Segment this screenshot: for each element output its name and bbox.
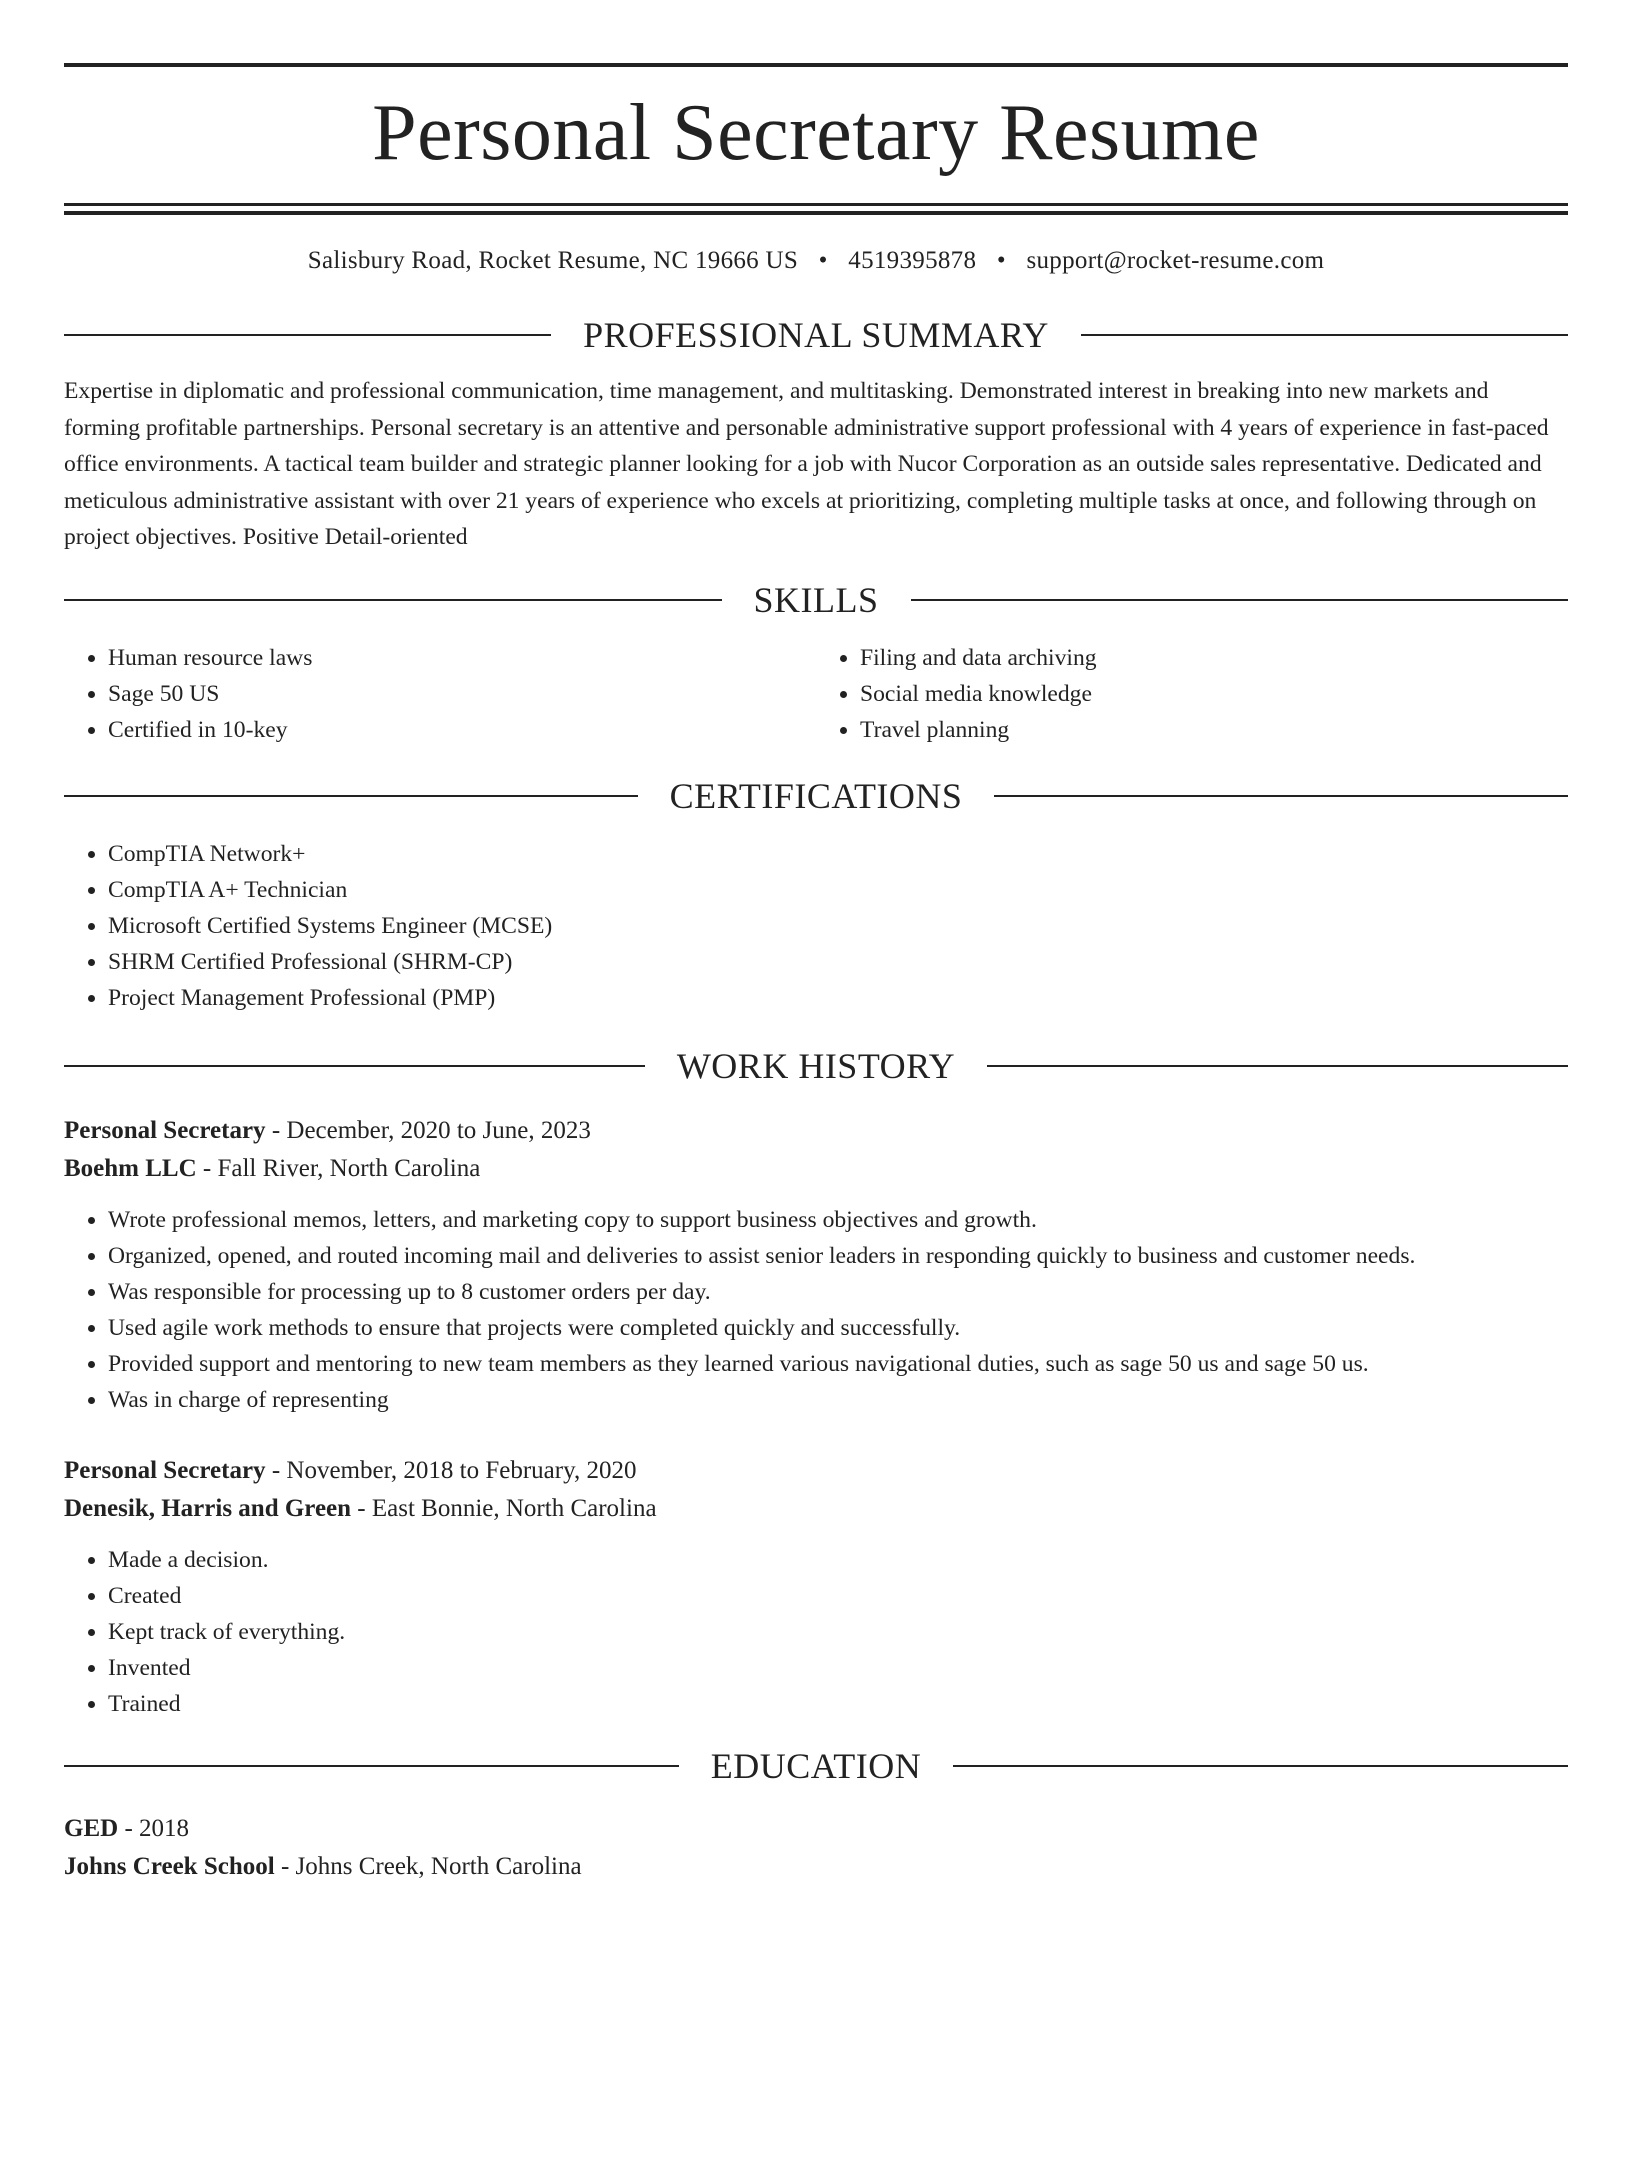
education-degree: GED: [64, 1814, 119, 1842]
job-entry: [64, 1452, 1568, 1722]
summary-text: Expertise in diplomatic and professional communication, time management, and multitasking. Demonstrated interest in breaking into new markets and forming profitable partnerships. Personal secretary is an attentive and personable administrative support professional with 4 years of experience in fast-paced office environments. A tactical team builder and strategic planner looking for a job with Nucor Corporation as an outside sales representative. Dedicated and meticulous administrative assistant with over 21 years of experience who excels at prioritizing, completing multiple tasks at once, and following through on project objectives. Positive Detail-oriented: [64, 378, 1549, 550]
section-rule-right: [1081, 334, 1568, 336]
job-location: - Fall River, North Carolina: [196, 1154, 481, 1182]
job-duty: • Invented: [108, 1650, 1568, 1686]
education-degree-line: [64, 1810, 1568, 1848]
job-duties: [64, 1202, 1568, 1418]
section-title-work: WORK HISTORY: [676, 1045, 956, 1086]
skill-item: • Travel planning: [860, 712, 1568, 748]
skill-item: • Sage 50 US: [108, 676, 816, 712]
page-title: Personal Secretary Resume: [372, 89, 1260, 177]
certification-item: • CompTIA A+ Technician: [108, 872, 1568, 908]
job-dates: - November, 2018 to February, 2020: [265, 1456, 637, 1484]
section-rule-right: [994, 795, 1568, 797]
section-header-skills: [64, 578, 1568, 622]
job-title: Personal Secretary: [64, 1116, 266, 1144]
job-title-line: [64, 1112, 1568, 1150]
header-top-rule: [64, 63, 1568, 67]
certification-item: • CompTIA Network+: [108, 836, 1568, 872]
certification-item: • Project Management Professional (PMP): [108, 980, 1568, 1016]
section-rule-right: [953, 1765, 1568, 1767]
skill-item: • Social media knowledge: [860, 676, 1568, 712]
section-rule-right: [911, 599, 1569, 601]
job-duty: • Was in charge of representing: [108, 1382, 1568, 1418]
certification-item: • SHRM Certified Professional (SHRM-CP): [108, 944, 1568, 980]
job-duty: • Trained: [108, 1686, 1568, 1722]
skills-column-right: [816, 640, 1568, 748]
job-duty: • Kept track of everything.: [108, 1614, 1568, 1650]
contact-separator: •: [818, 247, 828, 274]
certifications-list: [64, 836, 1568, 1016]
job-duty: • Provided support and mentoring to new team members as they learned various navigational duties, such as sage 50 us and sage 50 us.: [108, 1346, 1568, 1382]
education-location: - Johns Creek, North Carolina: [274, 1852, 582, 1880]
job-duty: • Organized, opened, and routed incoming mail and deliveries to assist senior leaders in responding quickly to business and customer needs.: [108, 1238, 1568, 1274]
job-company-line: [64, 1150, 1568, 1188]
section-rule-left: [64, 795, 638, 797]
job-entry: [64, 1112, 1568, 1418]
header-double-rule: [64, 203, 1568, 215]
section-title-education: EDUCATION: [710, 1745, 922, 1786]
skill-item: • Certified in 10-key: [108, 712, 816, 748]
job-company: Denesik, Harris and Green: [64, 1494, 352, 1522]
section-header-education: [64, 1744, 1568, 1788]
section-rule-left: [64, 1065, 645, 1067]
contact-email: support@rocket-resume.com: [1026, 247, 1325, 274]
skill-item: • Human resource laws: [108, 640, 816, 676]
section-rule-left: [64, 599, 722, 601]
section-rule-left: [64, 1765, 679, 1767]
certification-item: • Microsoft Certified Systems Engineer (MCSE): [108, 908, 1568, 944]
job-location: - East Bonnie, North Carolina: [351, 1494, 657, 1522]
section-header-work: [64, 1044, 1568, 1088]
skills-list: [64, 640, 1568, 748]
job-duty: • Wrote professional memos, letters, and marketing copy to support business objectives and growth.: [108, 1202, 1568, 1238]
section-title-skills: SKILLS: [753, 579, 879, 620]
section-rule-left: [64, 334, 551, 336]
contact-phone: 4519395878: [848, 247, 977, 274]
job-company-line: [64, 1490, 1568, 1528]
job-title: Personal Secretary: [64, 1456, 266, 1484]
education-school-line: [64, 1848, 1568, 1886]
job-duty: • Created: [108, 1578, 1568, 1614]
job-duty: • Was responsible for processing up to 8 customer orders per day.: [108, 1274, 1568, 1310]
education-entry: [64, 1810, 1568, 1886]
contact-line: [64, 245, 1568, 277]
skill-item: • Filing and data archiving: [860, 640, 1568, 676]
job-duties: [64, 1542, 1568, 1722]
section-title-certifications: CERTIFICATIONS: [669, 775, 963, 816]
job-duty: • Used agile work methods to ensure that projects were completed quickly and successfully.: [108, 1310, 1568, 1346]
section-title-summary: PROFESSIONAL SUMMARY: [583, 315, 1049, 355]
section-header-summary: [64, 313, 1568, 357]
contact-separator: •: [996, 247, 1006, 274]
contact-address: Salisbury Road, Rocket Resume, NC 19666 US: [307, 247, 799, 274]
section-header-certifications: [64, 774, 1568, 818]
education-school: Johns Creek School: [64, 1852, 275, 1880]
education-year: - 2018: [118, 1814, 190, 1842]
job-title-line: [64, 1452, 1568, 1490]
job-company: Boehm LLC: [64, 1154, 197, 1182]
skills-column-left: [64, 640, 816, 748]
resume-page: [0, 63, 1632, 2175]
job-duty: • Made a decision.: [108, 1542, 1568, 1578]
job-dates: - December, 2020 to June, 2023: [265, 1116, 591, 1144]
section-rule-right: [987, 1065, 1568, 1067]
